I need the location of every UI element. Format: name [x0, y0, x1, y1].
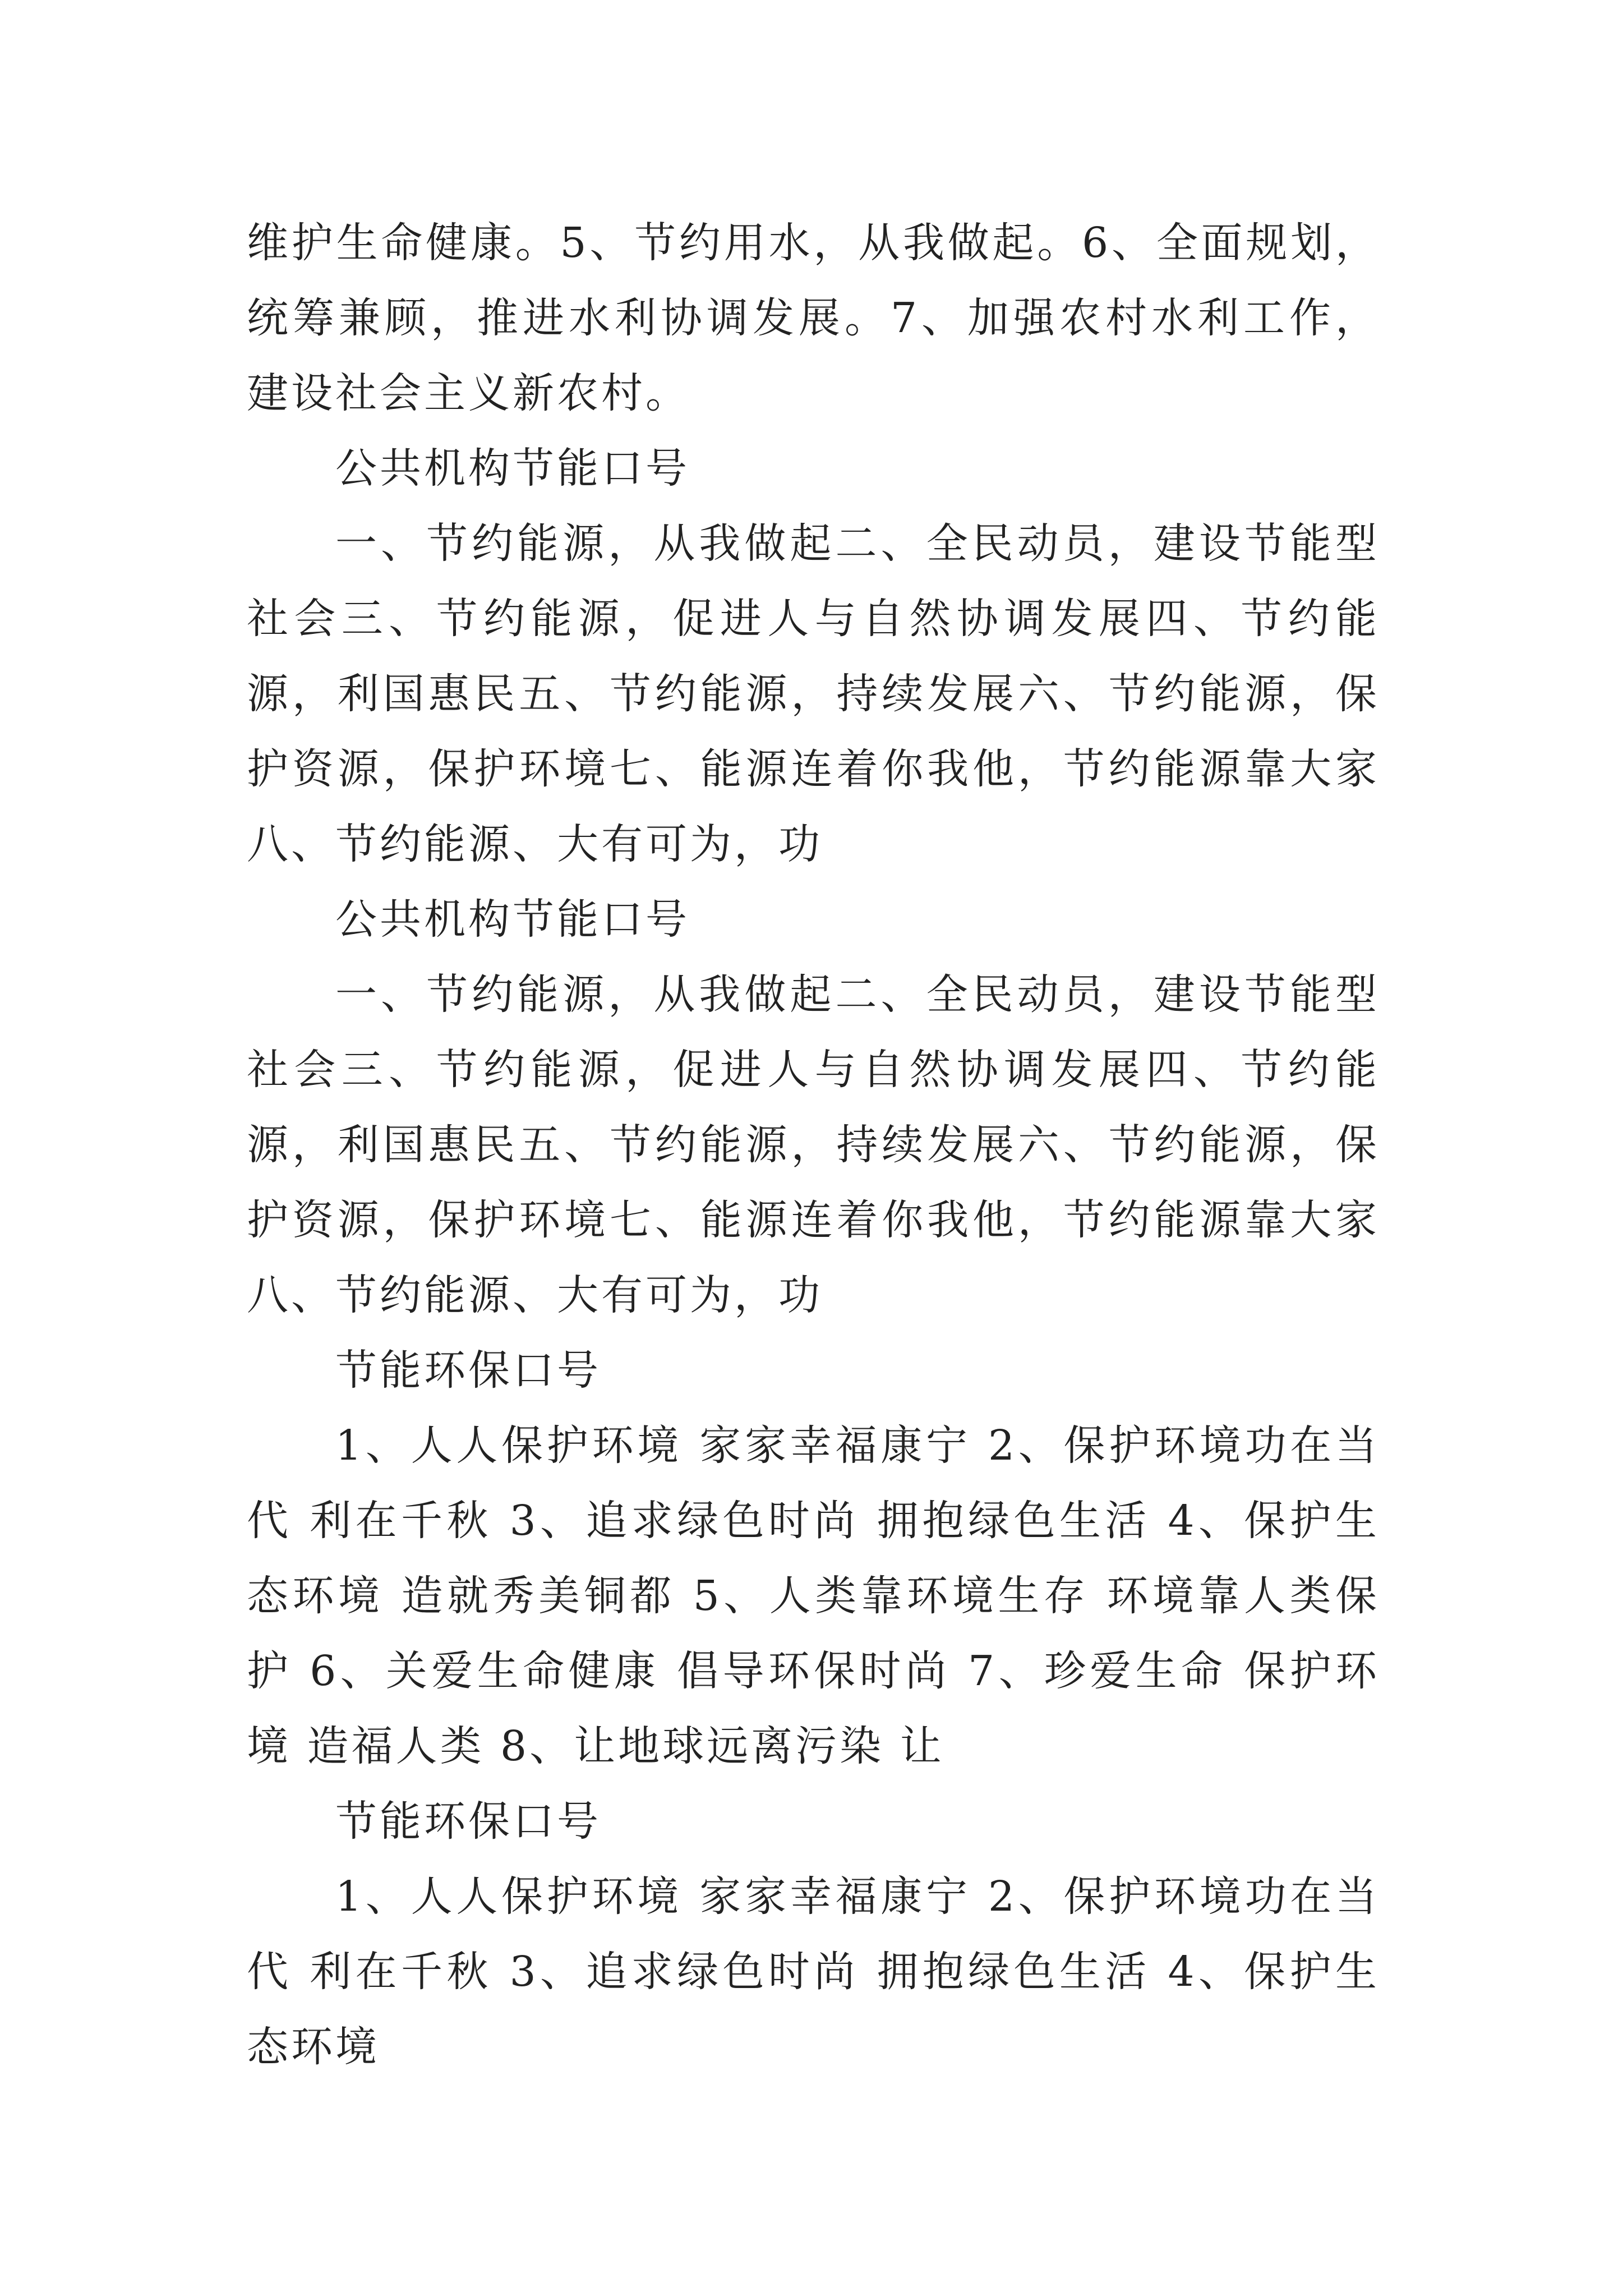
- paragraph: 一、节约能源，从我做起二、全民动员，建设节能型社会三、节约能源，促进人与自然协调发展四、节约能源，利国惠民五、节约能源，持续发展六、节约能源，保护资源，保护环境七、能源连着你我他，节约能源靠大家八、节约能源、大有可为，功: [247, 970, 1380, 1319]
- section-heading: 节能环保口号: [335, 1797, 601, 1846]
- paragraph: 1、人人保护环境 家家幸福康宁 2、保护环境功在当代 利在千秋 3、追求绿色时尚 拥抱绿色生活 4、保护生态环境 造就秀美铜都 5、人类靠环境生存 环境靠人类保护 6、关爱生命健康 倡导环保时尚 7、珍爱生命 保护环境 造福人类 8、让地球远离污染 让: [247, 1421, 1380, 1770]
- section-heading: 公共机构节能口号: [335, 895, 690, 944]
- section-heading: 公共机构节能口号: [335, 444, 690, 493]
- paragraph: 1、人人保护环境 家家幸福康宁 2、保护环境功在当代 利在千秋 3、追求绿色时尚 拥抱绿色生活 4、保护生态环境: [247, 1872, 1380, 2071]
- paragraph: 一、节约能源，从我做起二、全民动员，建设节能型社会三、节约能源，促进人与自然协调发展四、节约能源，利国惠民五、节约能源，持续发展六、节约能源，保护资源，保护环境七、能源连着你我他，节约能源靠大家八、节约能源、大有可为，功: [247, 519, 1380, 868]
- section-heading: 节能环保口号: [335, 1346, 601, 1395]
- document-body: [247, 205, 1380, 2085]
- paragraph-continued: 维护生命健康。5、节约用水，从我做起。6、全面规划，统筹兼顾，推进水利协调发展。7、加强农村水利工作，建设社会主义新农村。: [247, 219, 1380, 417]
